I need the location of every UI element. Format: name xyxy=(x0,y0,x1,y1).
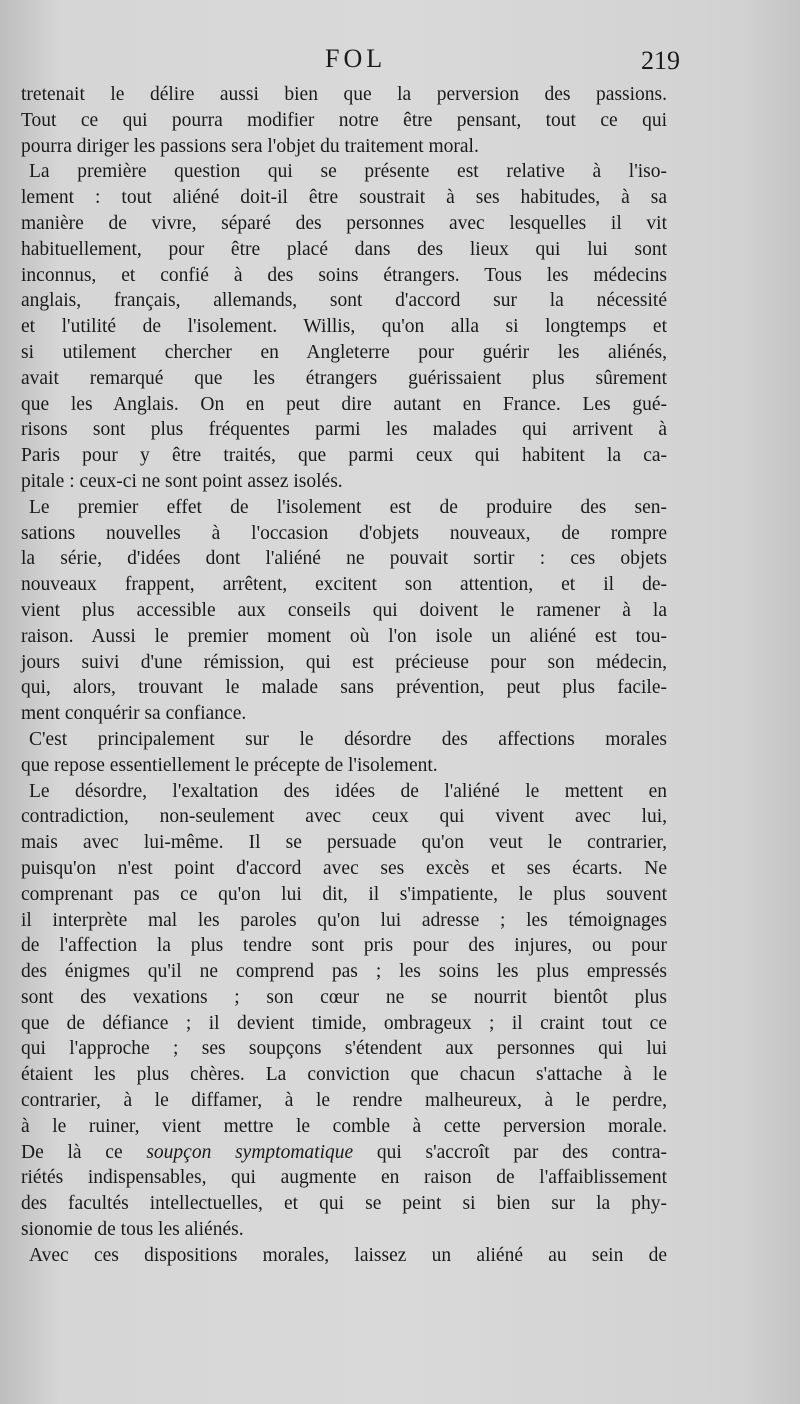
text-line: jours suivi d'une rémission, qui est précieuse pour son médecin, xyxy=(21,651,667,673)
text-line: et l'utilité de l'isolement. Willis, qu'on alla si longtemps et xyxy=(21,316,667,338)
text-line: De là ce soupçon symptomatique qui s'accroît par des contra- xyxy=(21,1141,668,1163)
text-line: nouveaux frappent, arrêtent, excitent son attention, et il de- xyxy=(21,574,667,596)
text-line: anglais, français, allemands, sont d'accord sur la nécessité xyxy=(21,290,667,312)
text-line: pourra diriger les passions sera l'objet du traitement moral. xyxy=(21,135,479,157)
text-line: qui, alors, trouvant le malade sans prévention, peut plus facile- xyxy=(21,677,667,699)
paragraph xyxy=(21,159,667,494)
text-line: il interprète mal les paroles qu'on lui adresse ; les témoignages xyxy=(21,909,667,931)
text-line: contradiction, non-seulement avec ceux qui vivent avec lui, xyxy=(21,806,667,828)
paragraph xyxy=(21,1243,667,1269)
text-line: risons sont plus fréquentes parmi les malades qui arrivent à xyxy=(21,419,667,441)
text-line: riétés indispensables, qui augmente en raison de l'affaiblissement xyxy=(21,1167,667,1189)
text-line: de l'affection la plus tendre sont pris pour des injures, ou pour xyxy=(21,935,667,957)
text-line: Le premier effet de l'isolement est de produire des sen- xyxy=(29,496,667,518)
text-line: vient plus accessible aux conseils qui doivent le ramener à la xyxy=(21,599,667,621)
text-line: si utilement chercher en Angleterre pour guérir les aliénés, xyxy=(21,341,667,363)
page-header xyxy=(20,44,680,84)
page-number: 219 xyxy=(641,46,680,75)
text-line: Avec ces dispositions morales, laissez un aliéné au sein de xyxy=(29,1244,667,1266)
text-line: mais avec lui-même. Il se persuade qu'on veut le contrarier, xyxy=(21,832,667,854)
text-line: sations nouvelles à l'occasion d'objets nouveaux, de rompre xyxy=(21,522,667,544)
paragraph xyxy=(21,495,667,727)
text-line: lement : tout aliéné doit-il être soustrait à ses habitudes, à sa xyxy=(21,187,667,209)
text-line: Paris pour y être traités, que parmi ceux qui habitent la ca- xyxy=(21,445,667,467)
text-line: tretenait le délire aussi bien que la perversion des passions. xyxy=(21,84,667,105)
text-line: que de défiance ; il devient timide, ombrageux ; il craint tout ce xyxy=(21,1012,667,1034)
text-line: étaient les plus chères. La conviction que chacun s'attache à le xyxy=(21,1064,667,1086)
text-line: raison. Aussi le premier moment où l'on isole un aliéné est tou- xyxy=(21,625,667,647)
text-line: Le désordre, l'exaltation des idées de l'aliéné le mettent en xyxy=(29,780,667,802)
text-line: manière de vivre, séparé des personnes avec lesquelles il vit xyxy=(21,212,667,234)
text-line: contrarier, à le diffamer, à le rendre malheureux, à le perdre, xyxy=(21,1090,667,1112)
text-line: des énigmes qu'il ne comprend pas ; les soins les plus empressés xyxy=(21,961,667,983)
text-line: ment conquérir sa confiance. xyxy=(21,703,247,725)
text-line: des facultés intellectuelles, et qui se peint si bien sur la phy- xyxy=(21,1193,667,1215)
text-line: avait remarqué que les étrangers guérissaient plus sûrement xyxy=(21,367,667,389)
text-line: à le ruiner, vient mettre le comble à cette perversion morale. xyxy=(21,1115,667,1137)
paragraph xyxy=(21,779,667,1243)
text-line: puisqu'on n'est point d'accord avec ses excès et ses écarts. Ne xyxy=(21,857,667,879)
text-line: la série, d'idées dont l'aliéné ne pouvait sortir : ces objets xyxy=(21,548,667,570)
text-line: sont des vexations ; son cœur ne se nourrit bientôt plus xyxy=(21,986,667,1008)
running-head: FOL xyxy=(325,44,387,73)
paragraph xyxy=(21,82,667,159)
text-line: Tout ce qui pourra modifier notre être pensant, tout ce qui xyxy=(21,109,667,131)
text-line: que repose essentiellement le précepte de l'isolement. xyxy=(21,754,438,776)
text-line: pitale : ceux-ci ne sont point assez isolés. xyxy=(21,470,343,492)
text-line: La première question qui se présente est relative à l'iso- xyxy=(29,161,667,183)
text-line: que les Anglais. On en peut dire autant en France. Les gué- xyxy=(21,393,667,415)
text-line: sionomie de tous les aliénés. xyxy=(21,1219,244,1241)
paragraph xyxy=(21,727,667,779)
text-line: comprenant pas ce qu'on lui dit, il s'impatiente, le plus souvent xyxy=(21,883,667,905)
body-text xyxy=(21,82,667,1269)
text-line: C'est principalement sur le désordre des affections morales xyxy=(29,728,667,750)
text-line: inconnus, et confié à des soins étrangers. Tous les médecins xyxy=(21,264,667,286)
text-line: qui l'approche ; ses soupçons s'étendent aux personnes qui lui xyxy=(21,1038,667,1060)
text-line: habituellement, pour être placé dans des lieux qui lui sont xyxy=(21,238,667,260)
